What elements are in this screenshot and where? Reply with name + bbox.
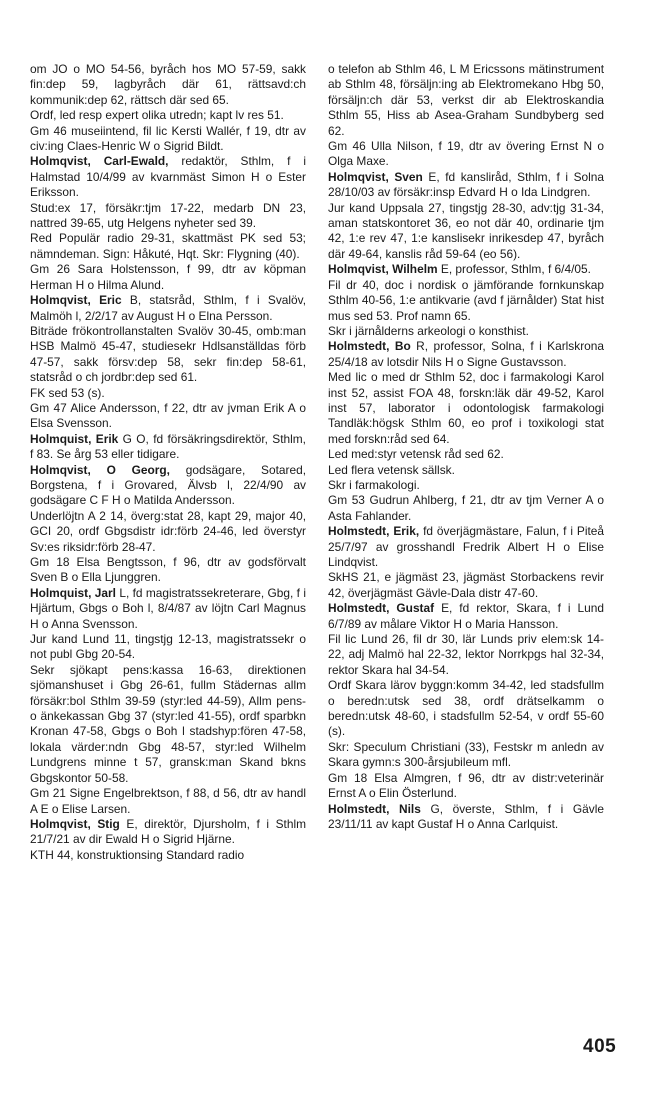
entry-heading-paragraph bbox=[30, 817, 306, 848]
entry-paragraph bbox=[30, 786, 306, 817]
entry-text: Gm 26 Sara Holstensson, f 99, dtr av köpman Herman H o Hilma Alund. bbox=[30, 262, 306, 292]
entry-text: Gm 47 Alice Andersson, f 22, dtr av jvman Erik A o Elsa Svensson. bbox=[30, 400, 306, 431]
entry-text: SkHS 21, e jägmäst 23, jägmäst Storbackens revir 42, överjägmäst Gävle-Dala distr 47-60. bbox=[328, 570, 604, 600]
entry-text: Led med:styr vetensk råd sed 62. bbox=[328, 447, 504, 462]
entry-heading-paragraph bbox=[30, 154, 306, 200]
entry-paragraph bbox=[30, 386, 306, 401]
entry-heading-paragraph bbox=[328, 262, 604, 277]
entry-name: Holmquist, Jarl bbox=[30, 585, 116, 600]
entry-name: Holmstedt, Bo bbox=[328, 339, 411, 354]
entry-paragraph bbox=[328, 478, 604, 493]
entry-paragraph bbox=[30, 201, 306, 232]
entry-paragraph bbox=[30, 509, 306, 555]
entry-paragraph bbox=[328, 678, 604, 740]
entry-text: o telefon ab Sthlm 46, L M Ericssons mätinstrument ab Sthlm 48, försäljn:ing ab Elektromekano Hbg 50, försäljn:ch där 53, verkst dir ab Elektroskandia Sthlm 55, Hiss ab Asea-Graham Sundbyberg sed 62. bbox=[328, 62, 604, 138]
entry-paragraph bbox=[30, 324, 306, 386]
entry-text: Gm 46 Ulla Nilson, f 19, dtr av övering Ernst N o Olga Maxe. bbox=[328, 139, 604, 169]
entry-text: G O, fd försäkringsdirektör, Sthlm, f 83. Se årg 53 eller tidigare. bbox=[30, 431, 306, 462]
entry-name: Holmstedt, Erik, bbox=[328, 524, 420, 539]
entry-heading-paragraph bbox=[30, 586, 306, 632]
right-column bbox=[328, 62, 604, 832]
entry-text: FK sed 53 (s). bbox=[30, 385, 105, 400]
entry-paragraph bbox=[328, 463, 604, 478]
entry-text: Stud:ex 17, försäkr:tjm 17-22, medarb DN 23, nattred 39-65, utg Helgens nyheter sed 39. bbox=[30, 200, 306, 231]
entry-heading-paragraph bbox=[328, 524, 604, 570]
entry-paragraph bbox=[30, 663, 306, 786]
entry-text: Fil lic Lund 26, fil dr 30, lär Lunds priv elem:sk 14-22, adj Malmö hal 22-32, lektor Norrkpgs hal 32-34, rektor Skara hal 34-54. bbox=[328, 632, 604, 677]
entry-text: Skr: Speculum Christiani (33), Festskr m anledn av Skara gymn:s 300-årsjubileum mfl. bbox=[328, 739, 604, 770]
entry-text: redaktör, Sthlm, f i Halmstad 10/4/99 av kvarnmäst Simon H o Ester Eriksson. bbox=[30, 154, 307, 200]
entry-text: Ordf Skara lärov byggn:komm 34-42, led stadsfullm o beredn:utsk sed 38, ordf drätselkamm o beredn:utsk 48-60, i stadsfullm 52-54, v ordf 55-60 (s). bbox=[328, 678, 604, 739]
entry-text: Jur kand Lund 11, tingstjg 12-13, magistratssekr o not publ Gbg 20-54. bbox=[30, 632, 306, 662]
entry-name: Holmqvist, Stig bbox=[30, 816, 120, 831]
entry-text: Red Populär radio 29-31, skattmäst PK sed 53; nämndeman. Sign: Håkuté, Hqt. Skr: Flygning (40). bbox=[30, 231, 306, 261]
entry-paragraph bbox=[328, 62, 604, 139]
entry-name: Holmqvist, Wilhelm bbox=[328, 262, 438, 277]
entry-paragraph bbox=[328, 278, 604, 324]
entry-name: Holmstedt, Nils bbox=[328, 801, 421, 816]
entry-heading-paragraph bbox=[30, 432, 306, 463]
entry-paragraph bbox=[328, 447, 604, 462]
entry-paragraph bbox=[328, 324, 604, 339]
entry-paragraph bbox=[328, 139, 604, 170]
entry-text: Skr i farmakologi. bbox=[328, 477, 420, 492]
page-number: 405 bbox=[583, 1036, 617, 1057]
entry-text: Gm 18 Elsa Bengtsson, f 96, dtr av godsförvalt Sven B o Ella Ljunggren. bbox=[30, 555, 306, 585]
entry-text: Gm 18 Elsa Almgren, f 96, dtr av distr:veterinär Ernst A o Elin Österlund. bbox=[328, 770, 604, 801]
entry-paragraph bbox=[30, 231, 306, 262]
entry-paragraph bbox=[328, 493, 604, 524]
entry-heading-paragraph bbox=[328, 601, 604, 632]
entry-text: R, professor, Solna, f i Karlskrona 25/4/18 av lotsdir Nils H o Signe Gustavsson. bbox=[328, 339, 604, 369]
entry-paragraph bbox=[328, 771, 604, 802]
entry-text: Underlöjtn A 2 14, överg:stat 28, kapt 29, major 40, GCI 20, ordf Gbgsdistr idr:förb 24-46, led överstyr Sv:es riksidr:förb 28-47. bbox=[30, 508, 306, 554]
entry-heading-paragraph bbox=[328, 170, 604, 201]
entry-paragraph bbox=[328, 740, 604, 771]
entry-paragraph bbox=[328, 570, 604, 601]
entry-paragraph bbox=[328, 201, 604, 263]
entry-paragraph bbox=[30, 262, 306, 293]
entry-paragraph bbox=[30, 62, 306, 108]
entry-text: om JO o MO 54-56, byråch hos MO 57-59, sakk fin:dep 59, lagbyråch där 61, rättsavd:ch kommunik:dep 62, rättsch där sed 65. bbox=[30, 62, 306, 107]
entry-paragraph bbox=[30, 401, 306, 432]
entry-name: Holmqvist, O Georg, bbox=[30, 462, 170, 477]
entry-text: E, professor, Sthlm, f 6/4/05. bbox=[437, 262, 591, 277]
entry-text: G, överste, Sthlm, f i Gävle 23/11/11 av kapt Gustaf H o Anna Carlquist. bbox=[328, 801, 604, 831]
entry-text: E, direktör, Djursholm, f i Sthlm 21/7/21 av dir Ewald H o Sigrid Hjärne. bbox=[30, 816, 307, 847]
entry-heading-paragraph bbox=[328, 802, 604, 833]
entry-text: godsägare, Sotared, Borgstena, f i Grovared, Älvsb l, 22/4/90 av godsägare C F H o Matilda Andersson. bbox=[30, 462, 306, 508]
entry-text: Gm 53 Gudrun Ahlberg, f 21, dtr av tjm Verner A o Asta Fahlander. bbox=[328, 493, 604, 523]
entry-text: Skr i järnålderns arkeologi o konsthist. bbox=[328, 323, 529, 338]
entry-name: Holmqvist, Sven bbox=[328, 169, 423, 184]
entry-text: E, fd kansliråd, Sthlm, f i Solna 28/10/03 av försäkr:insp Edvard H o Ida Lindgren. bbox=[328, 169, 604, 200]
entry-text: Med lic o med dr Sthlm 52, doc i farmakologi Karol inst 52, assist FOA 48, forskn:läk där 49-52, Karol inst 57, laborator i odontologisk farmakologi Tandläk:högsk Sthlm 60, eo prof i toxikologi stat med forskn:råd sed 64. bbox=[328, 370, 604, 446]
entry-text: Fil dr 40, doc i nordisk o jämförande fornkunskap Sthlm 40-56, 1:e antikvarie (avd f järnålder) Stat hist mus sed 53. Prof namn 65. bbox=[328, 277, 604, 323]
entry-name: Holmqvist, Carl-Ewald, bbox=[30, 154, 169, 169]
entry-text: Led flera vetensk sällsk. bbox=[328, 462, 455, 477]
entry-name: Holmstedt, Gustaf bbox=[328, 601, 435, 616]
entry-text: Biträde frökontrollanstalten Svalöv 30-45, omb:man HSB Malmö 45-47, studiesekr Hdlsanställdas förb 47-57, sakk försv:dep 58, sekr fin:dep 58-61, statsråd o ch jordbr:dep sed 61. bbox=[30, 323, 306, 385]
entry-paragraph bbox=[30, 108, 306, 123]
entry-paragraph bbox=[30, 632, 306, 663]
entry-text: Jur kand Uppsala 27, tingstjg 28-30, adv:tjg 31-34, aman statskontoret 36, eo not där 40, ordinarie tjm 42, 1:e rev 47, 1:e kanslisekr inrikesdep 47, byråch där 49-64, kanslis råd 59-64 (eo 56). bbox=[328, 200, 604, 261]
entry-paragraph bbox=[328, 632, 604, 678]
entry-text: E, fd rektor, Skara, f i Lund 6/7/89 av målare Viktor H o Maria Hansson. bbox=[328, 601, 604, 631]
entry-paragraph bbox=[30, 124, 306, 155]
entry-text: Sekr sjökapt pens:kassa 16-63, direktionen sjömanshuset i Gbg 26-61, fullm Städernas allm försäkr:bol Sthlm 39-59 (styr:led 44-59), Allm pens- o änkekassan Gbg 37 (styr:led 41-55), ordf sparbkn Kronan 47-58, Gbgs o Boh l stadshyp:fören 47-58, lokala värder:ndn Gbg 48-57, styr:led Wilhelm Lundgrens minne t 57, gransk:man Skand bkns Gbgskontor 50-58. bbox=[30, 662, 306, 785]
entry-text: Ordf, led resp expert olika utredn; kapt lv res 51. bbox=[30, 108, 284, 123]
entry-text: KTH 44, konstruktionsing Standard radio bbox=[30, 847, 245, 862]
left-column bbox=[30, 62, 306, 863]
entry-text: fd överjägmästare, Falun, f i Piteå 25/7/97 av grosshandl Fredrik Albert H o Elise Lindqvist. bbox=[328, 524, 604, 569]
entry-text: L, fd magistratssekreterare, Gbg, f i Hjärtum, Gbgs o Boh l, 8/4/87 av löjtn Carl Magnus H o Anna Svensson. bbox=[30, 585, 306, 631]
entry-paragraph bbox=[328, 370, 604, 447]
entry-heading-paragraph bbox=[30, 293, 306, 324]
entry-name: Holmqvist, Eric bbox=[30, 293, 122, 308]
entry-paragraph bbox=[30, 848, 306, 863]
entry-heading-paragraph bbox=[30, 463, 306, 509]
entry-text: Gm 21 Signe Engelbrektson, f 88, d 56, dtr av handl A E o Elise Larsen. bbox=[30, 786, 306, 816]
entry-text: Gm 46 museiintend, fil lic Kersti Wallér, f 19, dtr av civ:ing Claes-Henric W o Sigrid Bildt. bbox=[30, 123, 306, 154]
entry-text: B, statsråd, Sthlm, f i Svalöv, Malmöh l, 2/2/17 av August H o Elna Persson. bbox=[30, 293, 307, 323]
entry-paragraph bbox=[30, 555, 306, 586]
entry-heading-paragraph bbox=[328, 339, 604, 370]
entry-name: Holmquist, Erik bbox=[30, 431, 119, 446]
